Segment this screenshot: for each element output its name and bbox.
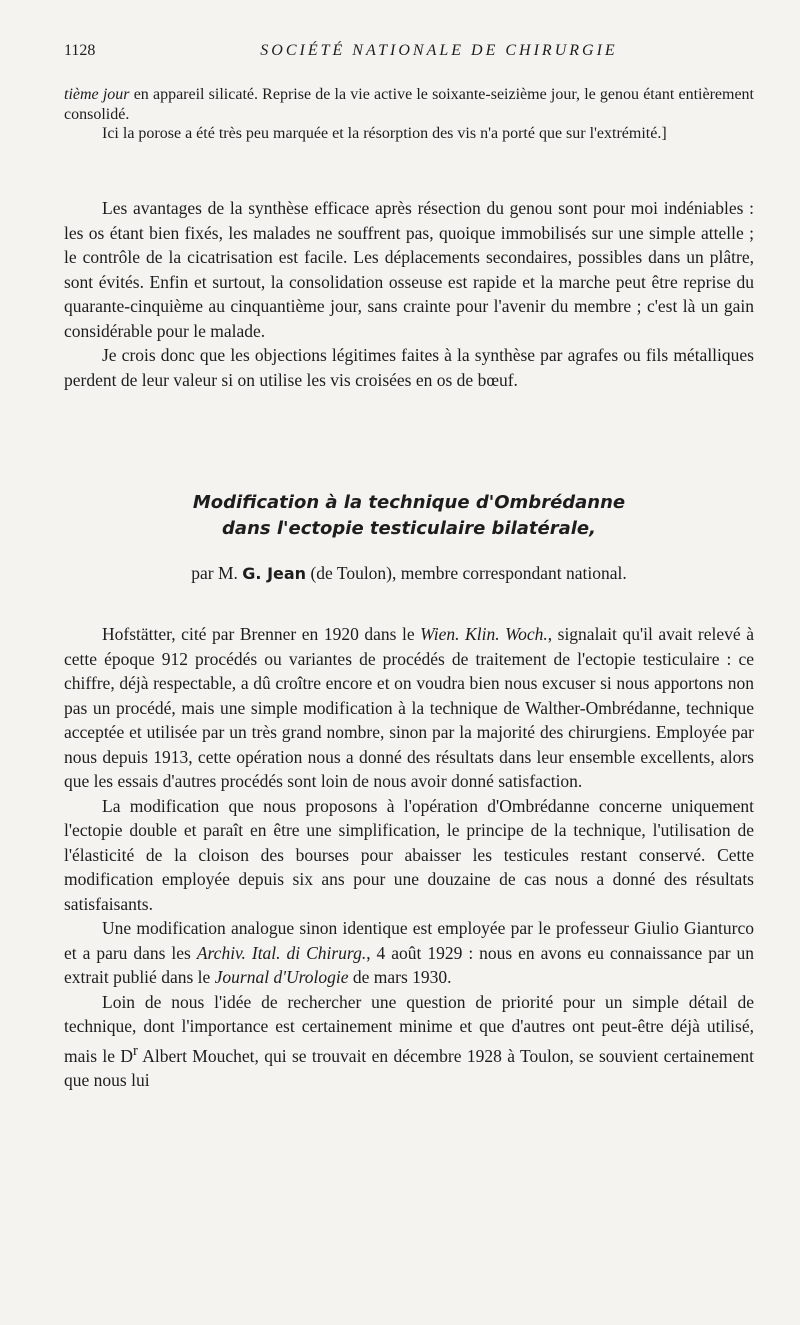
body-paragraph: Une modification analogue sinon identique est employée par le professeur Giulio Gianturco et a paru dans les Archiv. Ital. di Chirurg., 4 août 1929 : nous en avons eu connaissance par un extrait publié dans le Journal d'Urologie de mars 1930. bbox=[64, 918, 754, 987]
conclusion-section bbox=[64, 196, 754, 392]
article-byline: par M. G. Jean (de Toulon), membre correspondant national. bbox=[191, 563, 627, 583]
article-body bbox=[64, 622, 754, 1092]
running-head: SOCIÉTÉ NATIONALE DE CHIRURGIE bbox=[260, 42, 618, 59]
journal-citation: Archiv. Ital. di Chirurg. bbox=[196, 942, 367, 963]
continuation-paragraph: tième jour en appareil silicaté. Reprise de la vie active le soixante-seizième jour, le genou étant entièrement consolidé. bbox=[64, 86, 754, 123]
journal-citation: Wien. Klin. Woch. bbox=[420, 624, 548, 644]
page-number: 1128 bbox=[64, 42, 96, 59]
superscript: r bbox=[133, 1042, 138, 1059]
article-title-line: Modification à la technique d'Ombrédanne bbox=[192, 492, 626, 513]
continuation-paragraph: Ici la porose a été très peu marquée et la résorption des vis n'a porté que sur l'extrémité.] bbox=[102, 125, 667, 142]
continuation-italic: tième jour bbox=[64, 86, 130, 103]
page-header bbox=[64, 42, 754, 66]
author-name: G. Jean bbox=[242, 564, 307, 583]
journal-citation: Journal d'Urologie bbox=[214, 967, 349, 987]
previous-article-continuation bbox=[64, 85, 754, 144]
conclusion-paragraph: Je crois donc que les objections légitimes faites à la synthèse par agrafes ou fils métalliques perdent de leur valeur si on utilise les vis croisées en os de bœuf. bbox=[64, 345, 754, 390]
body-paragraph: Loin de nous l'idée de rechercher une question de priorité pour un simple détail de technique, dont l'importance est certainement minime et que d'autres ont peut-être déjà utilisé, mais le $D^r$ Albert Mouchet, qui se trouvait en décembre 1928 à Toulon, se souvient certainement que nous lui bbox=[64, 991, 754, 1090]
body-paragraph: La modification que nous proposons à l'opération d'Ombrédanne concerne uniquement l'ectopie double et paraît en être une simplification, le principe de la technique, l'utilisation de l'élasticité de la cloison des bourses pour abaisser les testicules restant conservé. Cette modification employée depuis six ans pour une douzaine de cas nous a donné des résultats satisfaisants. bbox=[64, 795, 754, 914]
body-paragraph: Hofstätter, cité par Brenner en 1920 dans le Wien. Klin. Woch., signalait qu'il avait relevé à cette époque 912 procédés ou variantes de procédés de traitement de l'ectopie testiculaire : ce chiffre, déjà respectable, a dû croître encore et on voudra bien nous excuser si nous apportons non pas un procédé, mais une simple modification à la technique de Walther-Ombrédanne, technique acceptée et utilisée par un très grand nombre, sinon par la majorité des chirurgiens. Employée par nous depuis 1913, cette opération nous a donné des résultats dans leur ensemble excellents, alors que les essais d'autres procédés sont loin de nous avoir donné satisfaction. bbox=[64, 624, 754, 791]
conclusion-paragraph: Les avantages de la synthèse efficace après résection du genou sont pour moi indéniables : les os étant bien fixés, les malades ne souffrent pas, quoique immobilisés sur une simple attelle ; le contrôle de la cicatrisation est facile. Les déplacements secondaires, possibles dans un plâtre, sont évités. Enfin et surtout, la consolidation osseuse est rapide et la marche peut être reprise du quarante-cinquième au cinquantième jour, sans crainte pour l'avenir du membre ; c'est là un gain considérable pour le malade. bbox=[64, 198, 754, 341]
article-title bbox=[64, 490, 754, 542]
article-title-line: dans l'ectopie testiculaire bilatérale, bbox=[222, 518, 596, 539]
